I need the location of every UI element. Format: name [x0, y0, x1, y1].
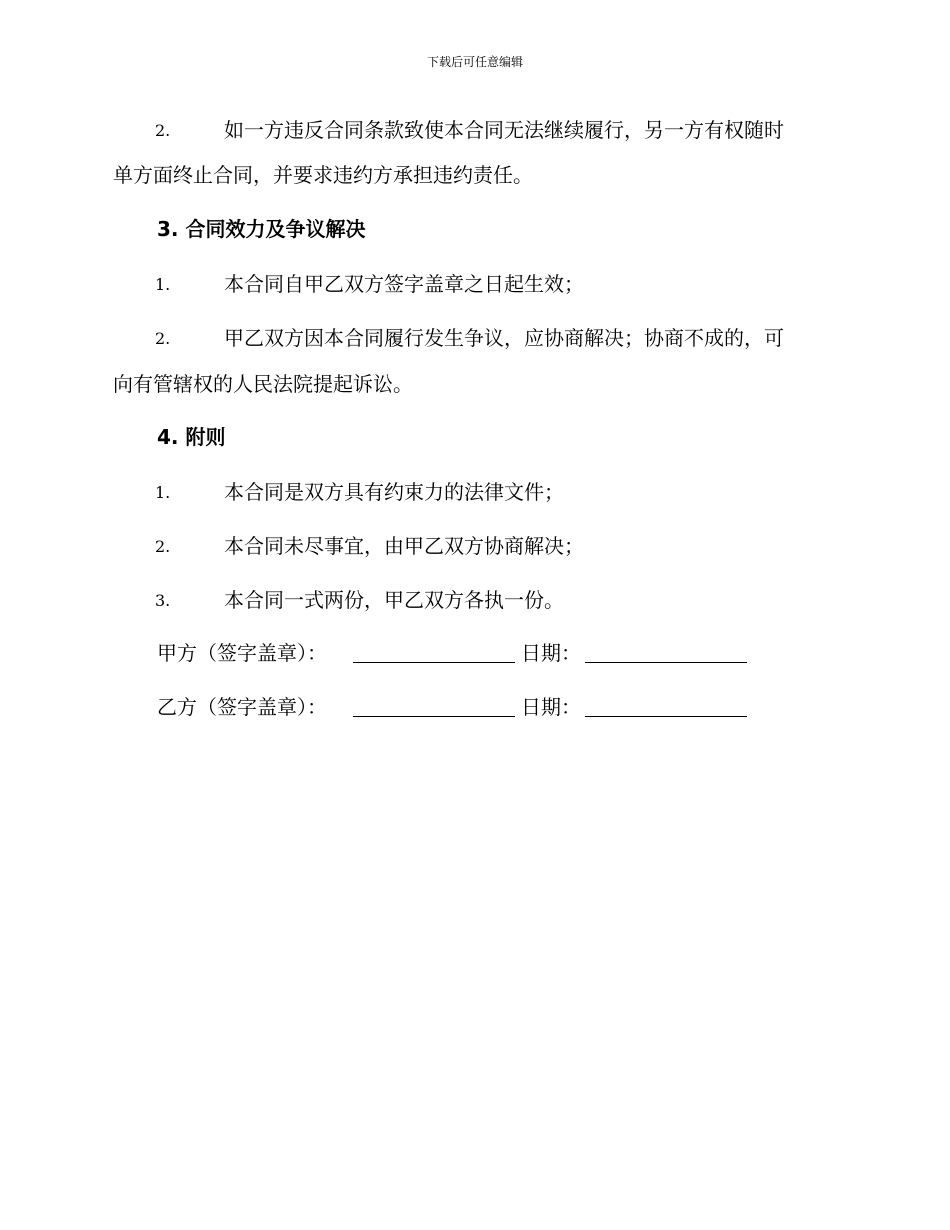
clause-text: 本合同自甲乙双方签字盖章之日起生效；: [224, 272, 584, 296]
date-blank[interactable]: [585, 662, 747, 663]
clause-number: 2.: [155, 329, 171, 348]
clause-text: 本合同未尽事宜，由甲乙双方协商解决；: [224, 534, 584, 558]
page-header: 下载后可任意编辑: [426, 55, 523, 69]
clause-number: 2.: [155, 121, 171, 140]
section-heading: 4. 附则: [157, 425, 226, 449]
clause-number: 3.: [155, 591, 171, 610]
clause-text: 单方面终止合同，并要求违约方承担违约责任。: [113, 163, 533, 187]
clause-text: 向有管辖权的人民法院提起诉讼。: [113, 372, 413, 396]
clause-text: 本合同是双方具有约束力的法律文件；: [224, 480, 564, 504]
section-heading: 3. 合同效力及争议解决: [157, 217, 366, 241]
date-label: 日期：: [521, 695, 581, 719]
signature-blank[interactable]: [353, 662, 515, 663]
clause-number: 2.: [155, 537, 171, 556]
signature-label: 乙方（签字盖章）：: [157, 695, 327, 719]
signature-label: 甲方（签字盖章）：: [157, 641, 327, 665]
clause-number: 1.: [155, 275, 171, 294]
date-blank[interactable]: [585, 716, 747, 717]
clause-text: 如一方违反合同条款致使本合同无法继续履行，另一方有权随时: [224, 118, 784, 142]
clause-number: 1.: [155, 483, 171, 502]
date-label: 日期：: [521, 641, 581, 665]
clause-text: 本合同一式两份，甲乙双方各执一份。: [224, 588, 564, 612]
signature-blank[interactable]: [353, 716, 515, 717]
clause-text: 甲乙双方因本合同履行发生争议，应协商解决；协商不成的，可: [224, 326, 784, 350]
